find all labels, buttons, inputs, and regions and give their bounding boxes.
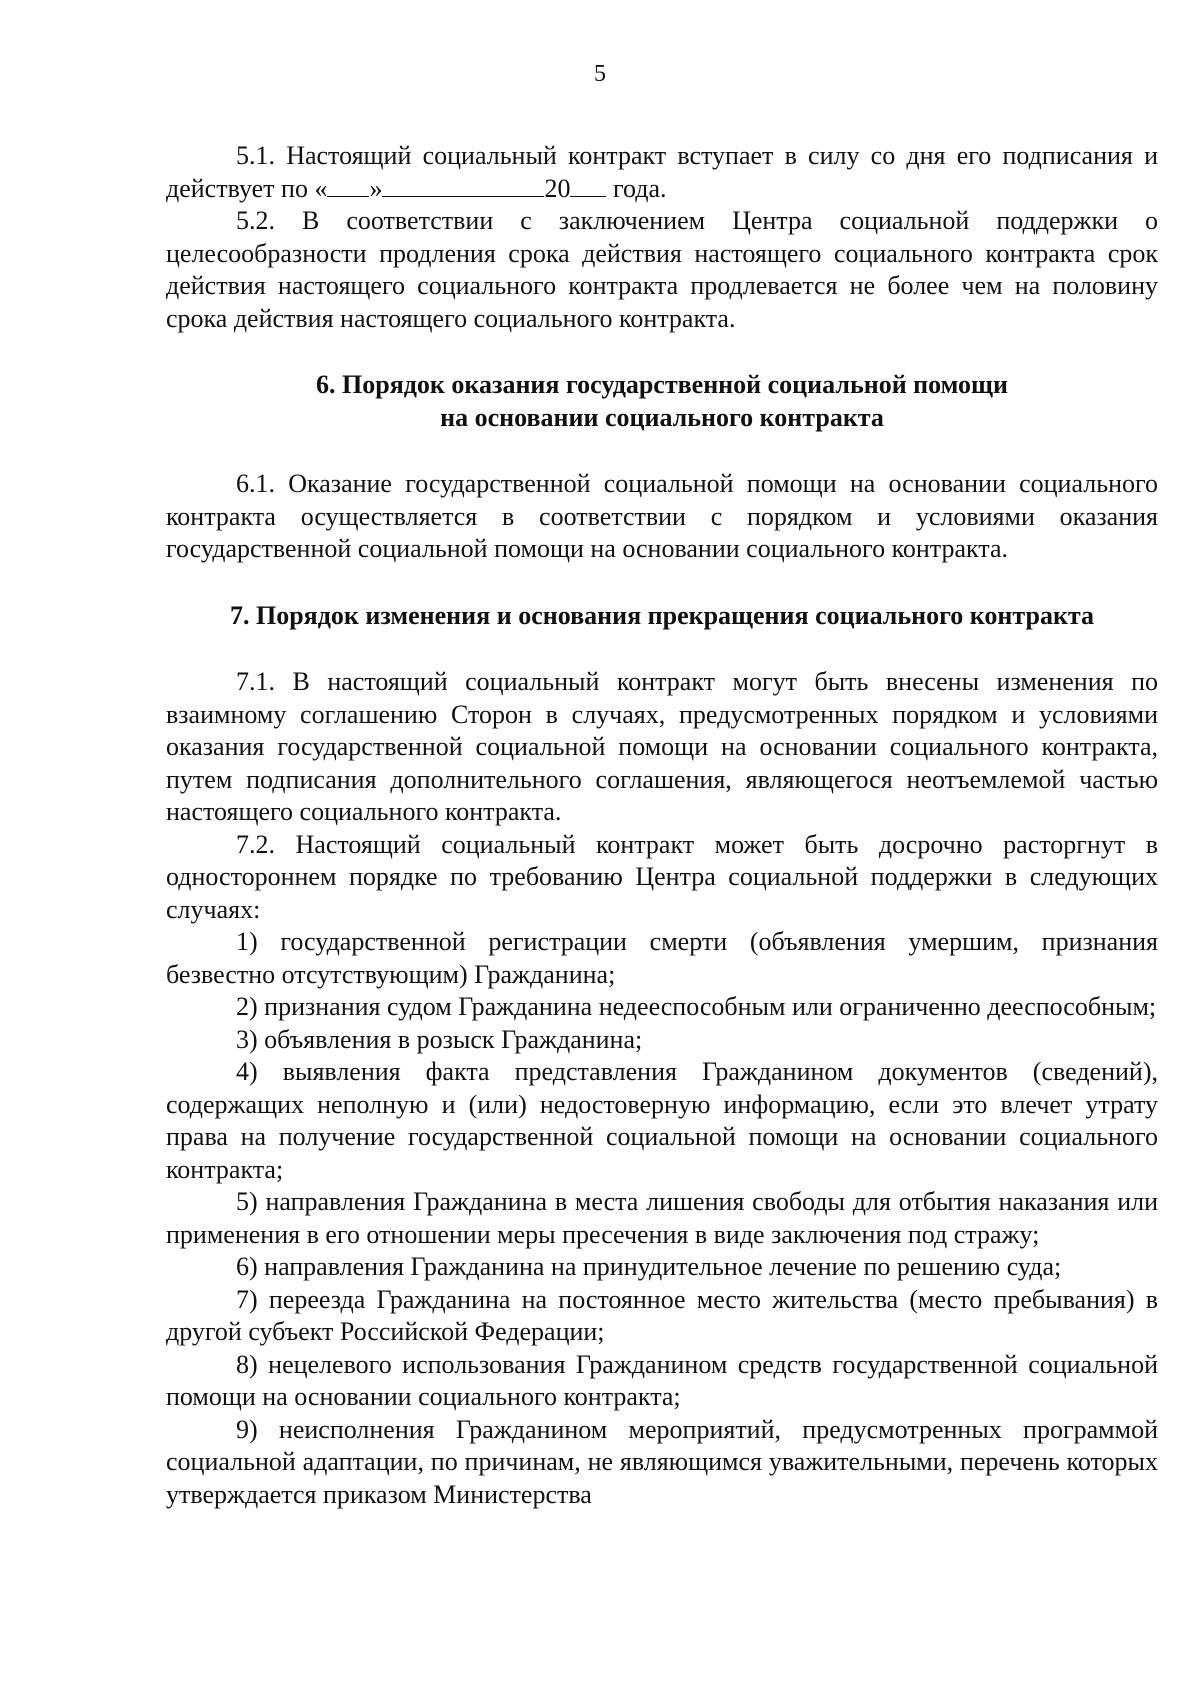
clause-5-1-end: года. [606,173,667,203]
document-body [166,140,1158,1511]
list-item: 5) направления Гражданина в места лишения свободы для отбытия наказания или применения в его отношении меры пресечения в виде заключения под стражу; [166,1187,1158,1249]
clause-7-2: 7.2. Настоящий социальный контракт может быть досрочно расторгнут в одностороннем порядке по требованию Центра социальной поддержки в следующих случаях: [166,829,1158,924]
section-6-heading [166,369,1158,434]
list-item: 1) государственной регистрации смерти (объявления умершим, признания безвестно отсутствующим) Гражданина; [166,927,1158,989]
page-number: 5 [594,61,606,87]
clause-5-2: 5.2. В соответствии с заключением Центра социальной поддержки о целесообразности продления срока действия настоящего социального контракта срок действия настоящего социального контракта продлевается не более чем на половину срока действия настоящего социального контракта. [166,206,1158,333]
list-item: 2) признания судом Гражданина недееспособным или ограниченно дееспособным; [236,992,1157,1021]
clause-7-1: 7.1. В настоящий социальный контракт могут быть внесены изменения по взаимному соглашению Сторон в случаях, предусмотренных порядком и условиями оказания государственной социальной помощи на основании социального контракта, путем подписания дополнительного соглашения, являющегося неотъемлемой частью настоящего социального контракта. [166,667,1158,826]
section-6-heading-line1: 6. Порядок оказания государственной социальной помощи [316,370,1008,399]
year-prefix: 20 [544,173,571,203]
list-item: 7) переезда Гражданина на постоянное место жительства (место пребывания) в другой субъект Российской Федерации; [166,1284,1158,1346]
day-blank [327,174,369,197]
list-item: 4) выявления факта представления Гражданином документов (сведений), содержащих неполную и (или) недостоверную информацию, если это влечет утрату права на получение государственной социальной помощи на основании социального контракта; [166,1057,1158,1184]
month-blank [382,174,544,197]
quote-close: » [369,173,383,203]
list-item: 9) неисполнения Гражданином мероприятий, предусмотренных программой социальной адаптации, по причинам, не являющимся уважительными, перечень которых утверждается приказом Министерства [166,1414,1158,1509]
section-7-heading: 7. Порядок изменения и основания прекращения социального контракта [229,600,1095,630]
list-item: 6) направления Гражданина на принудительное лечение по решению суда; [236,1252,1062,1281]
list-item: 8) нецелевого использования Гражданином средств государственной социальной помощи на основании социального контракта; [166,1349,1158,1411]
section-6-heading-line2: на основании социального контракта [440,402,884,432]
clause-6-1: 6.1. Оказание государственной социальной помощи на основании социального контракта осуществляется в соответствии с порядком и условиями оказания государственной социальной помощи на основании социального контракта. [166,469,1158,563]
year-blank [570,174,606,197]
list-item: 3) объявления в розыск Гражданина; [236,1024,643,1054]
clause-5-1-text: 5.1. Настоящий социальный контракт вступает в силу со дня его подписания и действует по « [166,141,1158,203]
clause-5-1 [166,140,1158,205]
